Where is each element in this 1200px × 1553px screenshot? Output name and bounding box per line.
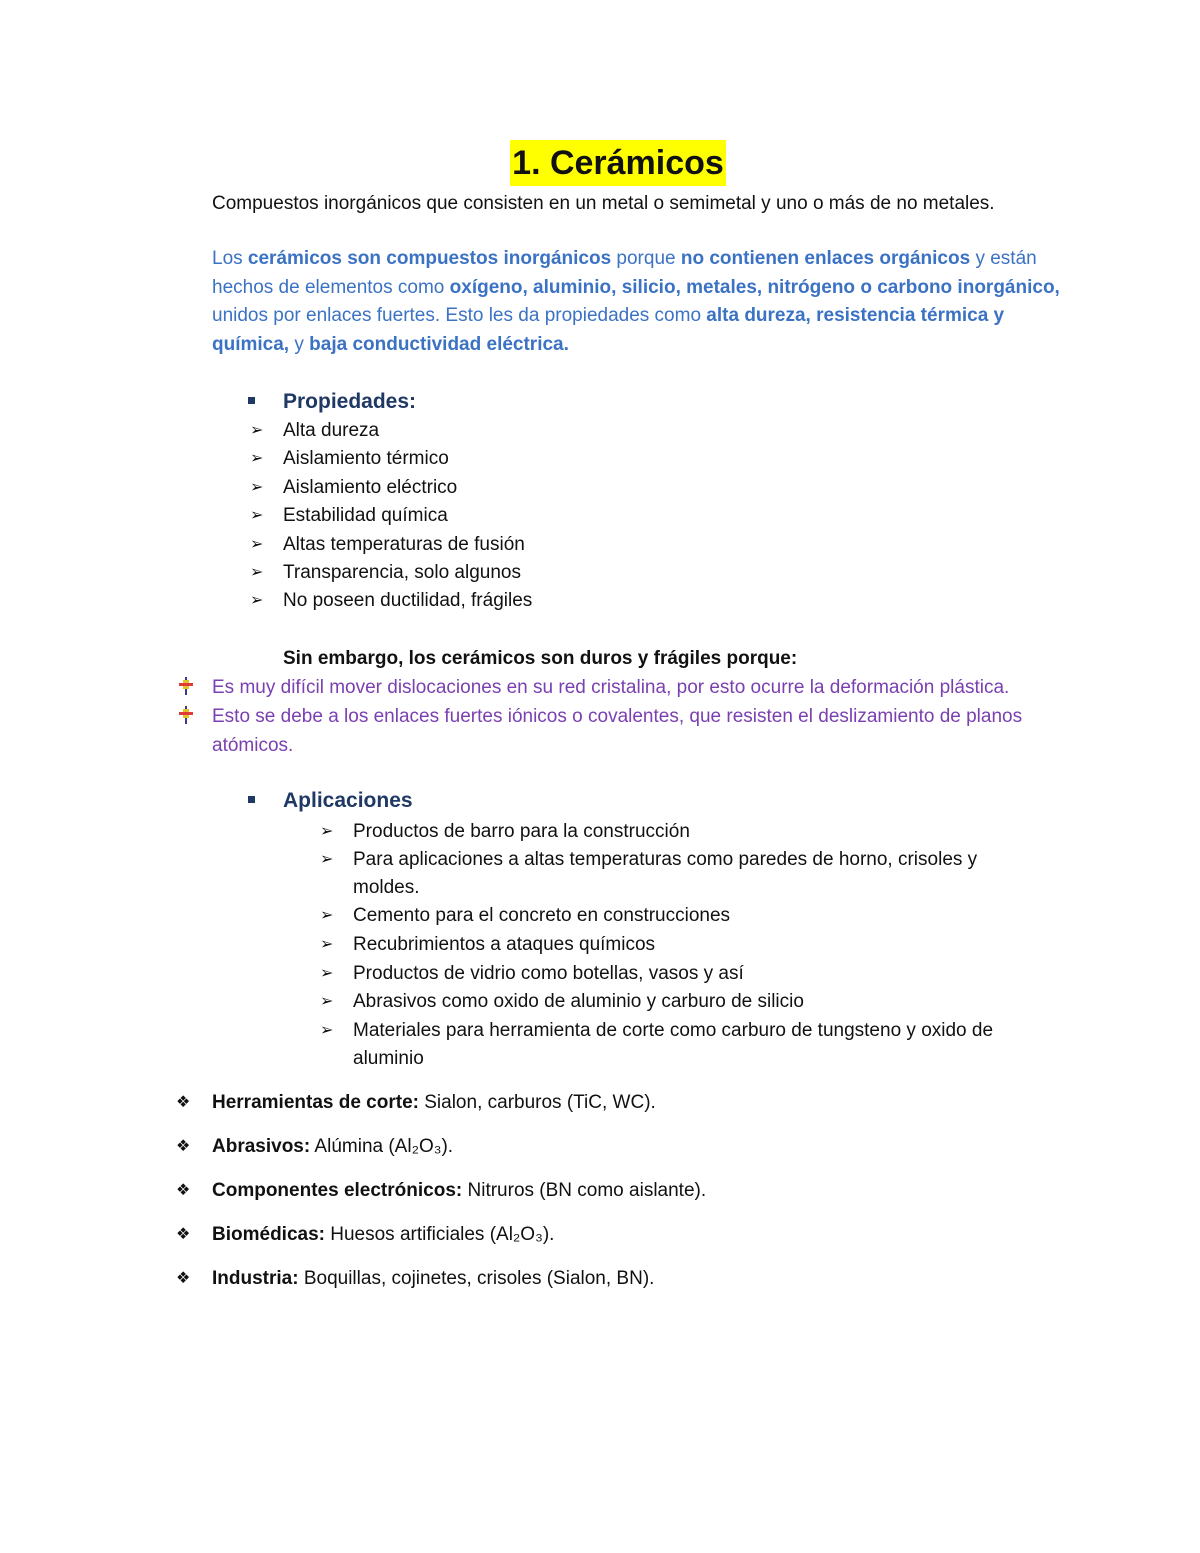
explanation-seg: Los: [212, 248, 248, 269]
arrow-bullet-icon: ➢: [250, 479, 264, 496]
explanation-seg: y: [289, 333, 310, 355]
aplicacion-item: Productos de vidrio como botellas, vasos y así: [353, 963, 744, 984]
diamond-bullet-icon: ❖: [176, 1270, 191, 1287]
arrow-bullet-icon: ➢: [320, 936, 334, 953]
aplicacion-item: Materiales para herramienta de corte como carburo de tungsteno y oxido de aluminio: [353, 1020, 994, 1069]
category-label: Herramientas de corte:: [212, 1092, 419, 1113]
propiedad-item: Estabilidad química: [283, 505, 448, 526]
explanation-seg-bold: alta dureza, resistencia térmica y química,: [212, 305, 1005, 355]
square-bullet-icon: [248, 796, 255, 803]
category-text: Nitruros (BN como aislante).: [462, 1180, 707, 1201]
explanation-seg-bold: no contienen enlaces orgánicos: [680, 248, 971, 269]
flag-bullet-icon: [178, 706, 194, 724]
explanation-seg-bold: cerámicos son compuestos inorgánicos: [247, 248, 612, 269]
diamond-bullet-icon: ❖: [176, 1182, 191, 1199]
explanation-seg: y están hechos de elementos como: [212, 248, 1037, 298]
fragility-reason: Es muy difícil mover dislocaciones en su red cristalina, por esto ocurre la deformación plástica.: [212, 677, 1010, 698]
category-label: Abrasivos:: [212, 1136, 311, 1157]
category-item: [212, 1089, 656, 1117]
category-label: Industria:: [212, 1268, 299, 1289]
category-label: Componentes electrónicos:: [212, 1180, 463, 1201]
propiedad-item: Altas temperaturas de fusión: [283, 534, 525, 555]
category-label: Biomédicas:: [212, 1224, 325, 1245]
arrow-bullet-icon: ➢: [250, 536, 264, 553]
aplicacion-item: Abrasivos como oxido de aluminio y carburo de silicio: [353, 991, 804, 1012]
propiedad-item: No poseen ductilidad, frágiles: [283, 590, 533, 611]
aplicaciones-heading: Aplicaciones: [283, 789, 413, 812]
aplicacion-item: Productos de barro para la construcción: [353, 821, 690, 842]
aplicacion-item: Para aplicaciones a altas temperaturas como paredes de horno, crisoles y moldes.: [353, 849, 978, 898]
arrow-bullet-icon: ➢: [320, 993, 334, 1010]
propiedad-item: Alta dureza: [283, 420, 380, 441]
category-text: Boquillas, cojinetes, crisoles (Sialon, BN).: [298, 1268, 655, 1289]
arrow-bullet-icon: ➢: [250, 592, 264, 609]
category-item: [212, 1177, 706, 1205]
category-text: Alúmina (Al₂O₃).: [310, 1136, 454, 1157]
square-bullet-icon: [248, 397, 255, 404]
arrow-bullet-icon: ➢: [320, 965, 334, 982]
arrow-bullet-icon: ➢: [320, 907, 334, 924]
propiedad-item: Transparencia, solo algunos: [283, 562, 521, 583]
explanation-paragraph: [212, 245, 1072, 359]
category-text: Huesos artificiales (Al₂O₃).: [324, 1224, 555, 1245]
propiedades-heading: Propiedades:: [283, 390, 417, 413]
flag-bullet-icon: [178, 677, 194, 695]
explanation-seg-bold: baja conductividad eléctrica.: [309, 333, 569, 355]
title-container: [0, 140, 1200, 186]
page-title: 1. Cerámicos: [510, 140, 726, 186]
diamond-bullet-icon: ❖: [176, 1138, 191, 1155]
arrow-bullet-icon: ➢: [250, 507, 264, 524]
aplicacion-item: Recubrimientos a ataques químicos: [353, 934, 656, 955]
fragility-reason: Esto se debe a los enlaces fuertes iónicos o covalentes, que resisten el deslizamiento de planos atómicos.: [212, 706, 1023, 756]
explanation-seg: porque: [611, 248, 681, 269]
arrow-bullet-icon: ➢: [320, 851, 334, 868]
arrow-bullet-icon: ➢: [320, 1022, 334, 1039]
definition-text: Compuestos inorgánicos que consisten en un metal o semimetal y uno o más de no metales.: [212, 193, 995, 214]
aplicacion-item: Cemento para el concreto en construcciones: [353, 905, 731, 926]
arrow-bullet-icon: ➢: [250, 564, 264, 581]
fragility-intro: Sin embargo, los cerámicos son duros y frágiles porque:: [283, 648, 798, 669]
arrow-bullet-icon: ➢: [320, 823, 334, 840]
diamond-bullet-icon: ❖: [176, 1226, 191, 1243]
category-text: Sialon, carburos (TiC, WC).: [418, 1092, 656, 1113]
explanation-seg-bold: oxígeno, aluminio, silicio, metales, nitrógeno o carbono inorgánico,: [449, 276, 1060, 298]
propiedad-item: Aislamiento térmico: [283, 448, 449, 469]
category-item: [212, 1221, 554, 1249]
propiedad-item: Aislamiento eléctrico: [283, 477, 458, 498]
category-item: [212, 1133, 453, 1161]
arrow-bullet-icon: ➢: [250, 422, 264, 439]
category-item: [212, 1265, 654, 1293]
arrow-bullet-icon: ➢: [250, 450, 264, 467]
diamond-bullet-icon: ❖: [176, 1094, 191, 1111]
explanation-seg: unidos por enlaces fuertes. Esto les da propiedades como: [212, 305, 707, 326]
